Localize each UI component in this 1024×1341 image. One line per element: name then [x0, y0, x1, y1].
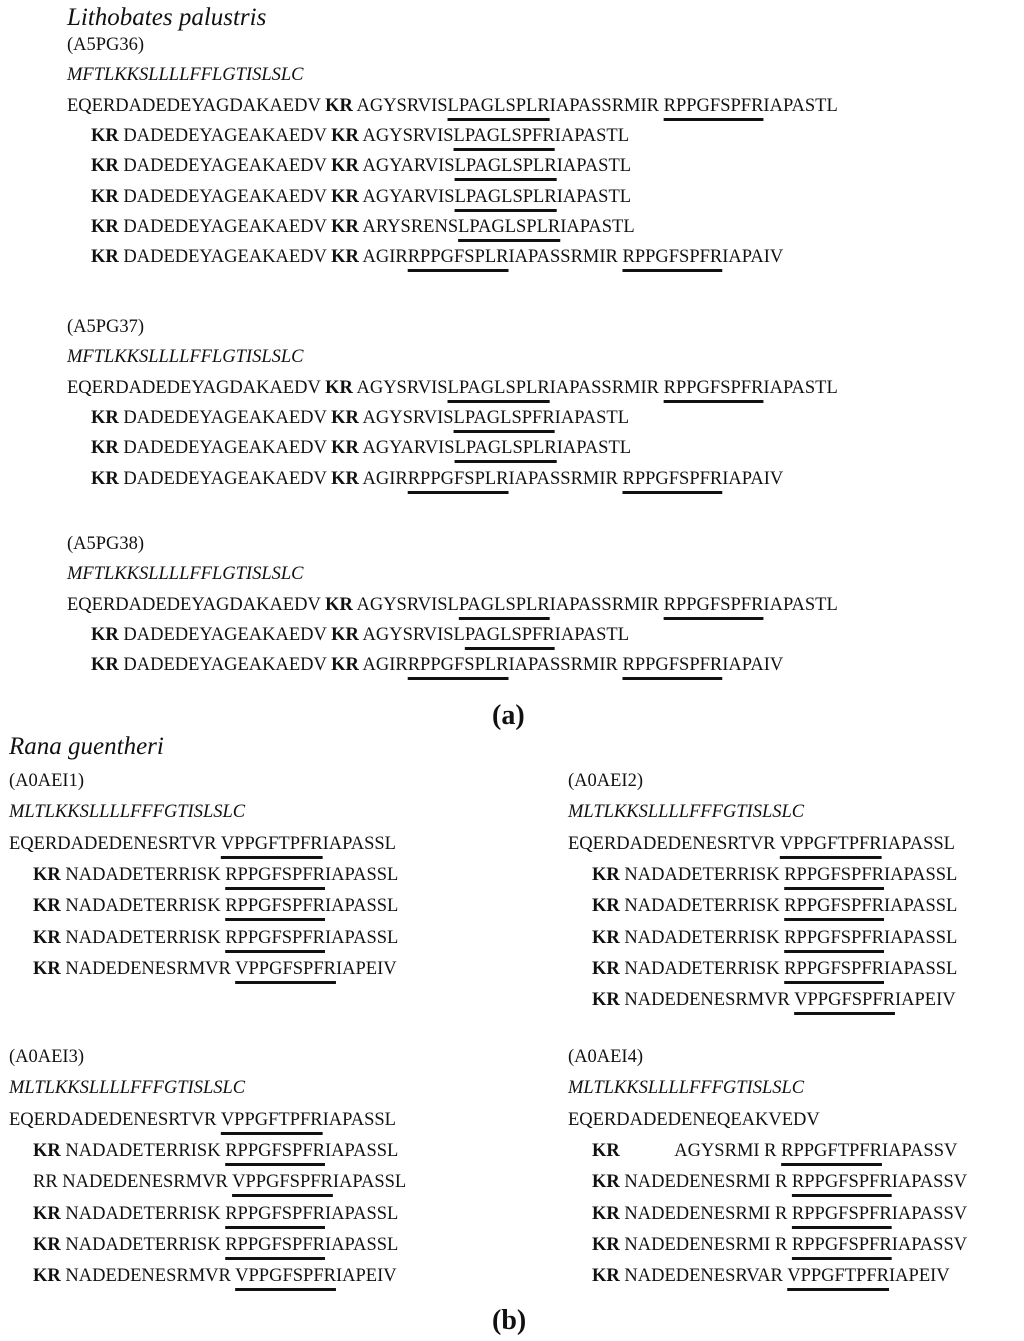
accession-id: (A5PG38)	[67, 534, 145, 554]
cleavage-site-kr: KR	[331, 247, 359, 268]
peptide-motif: LPAGLSPLR	[447, 95, 550, 116]
sequence-segment: AGIR	[358, 468, 408, 489]
species-name-a: Lithobates palustris	[67, 4, 267, 31]
cleavage-site-kr: KR	[33, 896, 61, 917]
sequence-line	[592, 864, 957, 886]
sequence-segment: AGYSRMI R	[619, 1140, 782, 1161]
sequence-segment: NADADETERRISK	[619, 896, 785, 917]
signal-peptide: MFTLKKSLLLLFFLGTISLSLC	[67, 65, 304, 86]
sequence-line	[33, 1203, 398, 1225]
peptide-motif: RPPGFSPFR	[663, 95, 764, 116]
sequence-segment: IAPASTL	[554, 624, 630, 645]
sequence-line	[568, 833, 955, 855]
cleavage-site-kr: KR	[33, 958, 61, 979]
sequence-segment: AGYSRVISL	[352, 594, 459, 615]
sequence-segment: AGYARVIS	[358, 186, 455, 207]
peptide-motif: RPPGFSPFR	[225, 1234, 325, 1255]
sequence-segment: NADADETERRISK	[60, 927, 226, 948]
peptide-motif: RPPGFSPLR	[407, 468, 509, 489]
sequence-line	[9, 1109, 396, 1131]
cleavage-site-kr: KR	[331, 186, 359, 207]
sequence-segment: IAPEIV	[335, 958, 397, 979]
cleavage-site-kr: KR	[592, 1234, 620, 1255]
sequence-segment: NADADETERRISK	[60, 1234, 226, 1255]
sequence-line	[33, 1234, 398, 1256]
sequence-segment: NADEDENESRMVR	[619, 990, 795, 1011]
peptide-motif: RPPGFSPFR	[225, 1140, 325, 1161]
sequence-line	[91, 437, 631, 459]
cleavage-site-kr: KR	[91, 438, 119, 459]
sequence-segment: IAPASSL	[883, 927, 958, 948]
peptide-motif: VPPGFTPFR	[220, 1109, 323, 1130]
peptide-motif: VPPGFSPFR	[794, 990, 895, 1011]
sequence-segment: IAPASSL	[883, 896, 958, 917]
sequence-segment: ARYSRENS	[358, 216, 459, 237]
sequence-line	[568, 1109, 820, 1131]
peptide-motif: LPAGLSPLR	[454, 186, 557, 207]
sequence-segment: IAPASTL	[554, 407, 630, 428]
cleavage-site-kr: KR	[331, 468, 359, 489]
peptide-motif: RPPGFSPLR	[407, 247, 509, 268]
cleavage-site-kr: KR	[592, 864, 620, 885]
cleavage-site-kr: KR	[91, 125, 119, 146]
sequence-segment: IAPASSL	[881, 833, 955, 854]
peptide-motif: VPPGFTPFR	[779, 833, 882, 854]
sequence-segment: AGYSRVIS	[358, 125, 454, 146]
cleavage-site-kr: KR	[592, 927, 620, 948]
sequence-line	[33, 864, 398, 886]
sequence-segment: EQERDADEDEYAGDAKAEDV	[67, 594, 326, 615]
sequence-line	[33, 895, 398, 917]
peptide-motif: RPPGFSPFR	[225, 1203, 325, 1224]
cleavage-site-kr: KR	[592, 1203, 620, 1224]
panel-label-a: (a)	[492, 700, 525, 731]
sequence-line	[91, 246, 783, 268]
sequence-segment: IAPASTL	[763, 95, 838, 116]
cleavage-site-kr: KR	[325, 95, 353, 116]
cleavage-site-kr: KR	[91, 247, 119, 268]
peptide-motif: PAGLSPLR	[458, 594, 550, 615]
peptide-motif: RPPGFSPFR	[622, 655, 723, 676]
cleavage-site-kr: KR	[33, 927, 61, 948]
signal-peptide: MLTLKKSLLLLFFFGTISLSLC	[568, 802, 805, 823]
sequence-line	[33, 1171, 406, 1193]
sequence-segment: IAPASSL	[322, 833, 396, 854]
sequence-segment: DADEDEYAGEAKAEDV	[118, 407, 332, 428]
peptide-motif: RPPGFSPFR	[791, 1203, 892, 1224]
sequence-segment: IAPASSV	[891, 1172, 968, 1193]
sequence-segment: IAPAIV	[722, 247, 784, 268]
species-name-b: Rana guentheri	[9, 733, 164, 760]
cleavage-site-kr: KR	[91, 624, 119, 645]
sequence-line	[91, 468, 783, 490]
sequence-segment: IAPASTL	[763, 377, 838, 398]
peptide-motif: RPPGFSPFR	[225, 896, 325, 917]
signal-peptide: MLTLKKSLLLLFFFGTISLSLC	[9, 1078, 246, 1099]
cleavage-site-kr: KR	[592, 1172, 620, 1193]
sequence-segment: NADADETERRISK	[60, 1140, 226, 1161]
sequence-line	[33, 1265, 397, 1287]
peptide-motif: LPAGLSPLR	[458, 216, 561, 237]
cleavage-site-kr: KR	[33, 1203, 61, 1224]
sequence-segment: IAPASSL	[322, 1109, 396, 1130]
sequence-segment: IAPASTL	[556, 186, 632, 207]
sequence-line	[592, 1140, 957, 1162]
sequence-segment: AGIR	[358, 655, 408, 676]
peptide-motif: PAGLSPFR	[464, 624, 555, 645]
peptide-motif: RPPGFSPFR	[791, 1172, 892, 1193]
sequence-segment: DADEDEYAGEAKAEDV	[118, 125, 332, 146]
peptide-motif: VPPGFTPFR	[787, 1266, 890, 1287]
peptide-motif: RPPGFSPFR	[784, 896, 884, 917]
cleavage-site-kr: KR	[592, 896, 620, 917]
sequence-segment: IAPAIV	[722, 468, 784, 489]
sequence-line	[91, 125, 629, 147]
sequence-segment: AGYSRVISL	[358, 624, 465, 645]
sequence-segment: EQERDADEDENESRTVR	[9, 1109, 221, 1130]
cleavage-site-kr: KR	[33, 1266, 61, 1287]
sequence-line	[592, 1203, 967, 1225]
sequence-line	[91, 654, 783, 676]
peptide-motif: VPPGFSPFR	[235, 1266, 336, 1287]
signal-peptide: MFTLKKSLLLLFFLGTISLSLC	[67, 347, 304, 368]
sequence-line	[67, 95, 838, 117]
peptide-motif: RPPGFSPFR	[663, 594, 764, 615]
sequence-line	[91, 216, 635, 238]
peptide-motif: LPAGLSPFR	[453, 407, 555, 428]
cleavage-site-kr: KR	[331, 624, 359, 645]
signal-peptide: MLTLKKSLLLLFFFGTISLSLC	[9, 802, 246, 823]
sequence-line	[592, 989, 956, 1011]
cleavage-site-kr: KR	[592, 1266, 620, 1287]
sequence-line	[33, 927, 398, 949]
sequence-segment: DADEDEYAGEAKAEDV	[118, 156, 332, 177]
cleavage-site-kr: KR	[33, 1234, 61, 1255]
sequence-segment: IAPASTL	[556, 438, 632, 459]
panel-label-b: (b)	[492, 1305, 527, 1336]
sequence-segment: IAPASSRMIR	[508, 468, 623, 489]
sequence-segment: IAPASSRMIR	[549, 95, 664, 116]
sequence-line	[91, 155, 631, 177]
signal-peptide: MLTLKKSLLLLFFFGTISLSLC	[568, 1078, 805, 1099]
accession-id: (A0AEI4)	[568, 1047, 644, 1067]
sequence-segment: DADEDEYAGEAKAEDV	[118, 186, 332, 207]
sequence-line	[592, 927, 957, 949]
sequence-segment: DADEDEYAGEAKAEDV	[118, 624, 332, 645]
sequence-segment: EQERDADEDEYAGDAKAEDV	[67, 95, 326, 116]
sequence-segment: IAPEIV	[889, 1266, 950, 1287]
sequence-segment: NADADETERRISK	[619, 958, 785, 979]
sequence-segment: IAPASSL	[324, 1203, 399, 1224]
sequence-segment: NADEDENESRMI R	[619, 1203, 792, 1224]
peptide-motif: RPPGFTPFR	[781, 1140, 882, 1161]
sequence-segment: IAPASSRMIR	[508, 247, 623, 268]
cleavage-site-kr: KR	[33, 864, 61, 885]
sequence-line	[592, 1265, 950, 1287]
sequence-segment: DADEDEYAGEAKAEDV	[118, 468, 332, 489]
peptide-motif: LPAGLSPLR	[454, 438, 557, 459]
sequence-segment: RR NADEDENESRMVR	[33, 1172, 233, 1193]
sequence-line	[33, 1140, 398, 1162]
peptide-motif: RPPGFSPFR	[784, 927, 884, 948]
peptide-motif: RPPGFSPFR	[791, 1234, 892, 1255]
peptide-motif: RPPGFSPFR	[622, 468, 723, 489]
peptide-motif: RPPGFSPLR	[407, 655, 509, 676]
sequence-line	[9, 833, 396, 855]
sequence-segment: NADEDENESRVAR	[619, 1266, 788, 1287]
sequence-line	[592, 895, 957, 917]
cleavage-site-kr: KR	[325, 594, 353, 615]
peptide-motif: RPPGFSPFR	[784, 864, 884, 885]
peptide-motif: LPAGLSPLR	[447, 377, 550, 398]
peptide-motif: RPPGFSPFR	[225, 864, 325, 885]
peptide-motif: RPPGFSPFR	[622, 247, 723, 268]
sequence-line	[592, 958, 957, 980]
sequence-segment: IAPASSL	[324, 927, 399, 948]
sequence-segment: DADEDEYAGEAKAEDV	[118, 247, 332, 268]
accession-id: (A0AEI1)	[9, 771, 85, 791]
sequence-segment: NADEDENESRMI R	[619, 1234, 792, 1255]
sequence-segment: NADADETERRISK	[60, 864, 226, 885]
sequence-segment: AGYSRVIS	[352, 377, 448, 398]
sequence-line	[592, 1234, 967, 1256]
sequence-segment: IAPASTL	[554, 125, 630, 146]
signal-peptide: MFTLKKSLLLLFFLGTISLSLC	[67, 564, 304, 585]
accession-id: (A0AEI3)	[9, 1047, 85, 1067]
sequence-segment: NADADETERRISK	[60, 1203, 226, 1224]
sequence-segment: IAPASTL	[560, 216, 635, 237]
sequence-line	[33, 958, 397, 980]
sequence-segment: IAPASSL	[883, 958, 958, 979]
accession-id: (A5PG36)	[67, 35, 145, 55]
sequence-segment: NADADETERRISK	[60, 896, 226, 917]
sequence-line	[67, 377, 838, 399]
sequence-segment: AGYARVIS	[358, 438, 455, 459]
peptide-motif: VPPGFSPFR	[235, 958, 336, 979]
sequence-segment: IAPASSV	[891, 1234, 968, 1255]
cleavage-site-kr: KR	[592, 958, 620, 979]
sequence-segment: IAPASSL	[883, 864, 958, 885]
sequence-segment: IAPASSL	[324, 864, 399, 885]
sequence-segment: DADEDEYAGEAKAEDV	[118, 216, 332, 237]
cleavage-site-kr: KR	[331, 216, 359, 237]
cleavage-site-kr: KR	[91, 655, 119, 676]
sequence-line	[67, 594, 838, 616]
sequence-segment: NADEDENESRMI R	[619, 1172, 792, 1193]
accession-id: (A0AEI2)	[568, 771, 644, 791]
cleavage-site-kr: KR	[331, 655, 359, 676]
sequence-line	[91, 624, 629, 646]
sequence-segment: IAPASSL	[324, 1234, 399, 1255]
cleavage-site-kr: KR	[91, 156, 119, 177]
sequence-segment: EQERDADEDENEQEAKVEDV	[568, 1109, 820, 1130]
cleavage-site-kr: KR	[91, 216, 119, 237]
sequence-segment: IAPAIV	[722, 655, 784, 676]
cleavage-site-kr: KR	[33, 1140, 61, 1161]
cleavage-site-kr: KR	[91, 186, 119, 207]
cleavage-site-kr: KR	[91, 407, 119, 428]
sequence-segment: IAPEIV	[335, 1266, 397, 1287]
peptide-motif: VPPGFSPFR	[232, 1172, 333, 1193]
peptide-motif: LPAGLSPLR	[454, 156, 557, 177]
cleavage-site-kr: KR	[91, 468, 119, 489]
cleavage-site-kr: KR	[592, 1140, 620, 1161]
sequence-segment: IAPASSRMIR	[549, 377, 664, 398]
sequence-segment: AGYSRVIS	[352, 95, 448, 116]
peptide-motif: LPAGLSPFR	[453, 125, 555, 146]
sequence-segment: DADEDEYAGEAKAEDV	[118, 438, 332, 459]
sequence-segment: EQERDADEDENESRTVR	[568, 833, 780, 854]
sequence-segment: NADADETERRISK	[619, 927, 785, 948]
sequence-segment: IAPASSL	[324, 1140, 399, 1161]
sequence-segment: AGYSRVIS	[358, 407, 454, 428]
sequence-segment: IAPASSV	[891, 1203, 968, 1224]
sequence-segment: AGYARVIS	[358, 156, 455, 177]
sequence-line	[592, 1171, 967, 1193]
sequence-segment: NADADETERRISK	[619, 864, 785, 885]
sequence-segment: IAPASSV	[881, 1140, 958, 1161]
peptide-motif: VPPGFTPFR	[220, 833, 323, 854]
peptide-motif: RPPGFSPFR	[663, 377, 764, 398]
sequence-segment: IAPASSRMIR	[508, 655, 623, 676]
sequence-segment: IAPASSL	[332, 1172, 407, 1193]
sequence-segment: NADEDENESRMVR	[60, 958, 236, 979]
accession-id: (A5PG37)	[67, 317, 145, 337]
sequence-segment: NADEDENESRMVR	[60, 1266, 236, 1287]
sequence-segment: IAPASTL	[556, 156, 632, 177]
sequence-segment: IAPASTL	[763, 594, 838, 615]
sequence-segment: AGIR	[358, 247, 408, 268]
sequence-segment: IAPEIV	[894, 990, 956, 1011]
cleavage-site-kr: KR	[331, 438, 359, 459]
sequence-segment: EQERDADEDENESRTVR	[9, 833, 221, 854]
cleavage-site-kr: KR	[592, 990, 620, 1011]
sequence-segment: DADEDEYAGEAKAEDV	[118, 655, 332, 676]
sequence-segment: IAPASSRMIR	[549, 594, 664, 615]
cleavage-site-kr: KR	[325, 377, 353, 398]
peptide-motif: RPPGFSPFR	[225, 927, 325, 948]
cleavage-site-kr: KR	[331, 156, 359, 177]
peptide-motif: RPPGFSPFR	[784, 958, 884, 979]
sequence-line	[91, 186, 631, 208]
cleavage-site-kr: KR	[331, 407, 359, 428]
sequence-line	[91, 407, 629, 429]
cleavage-site-kr: KR	[331, 125, 359, 146]
sequence-segment: IAPASSL	[324, 896, 399, 917]
sequence-segment: EQERDADEDEYAGDAKAEDV	[67, 377, 326, 398]
